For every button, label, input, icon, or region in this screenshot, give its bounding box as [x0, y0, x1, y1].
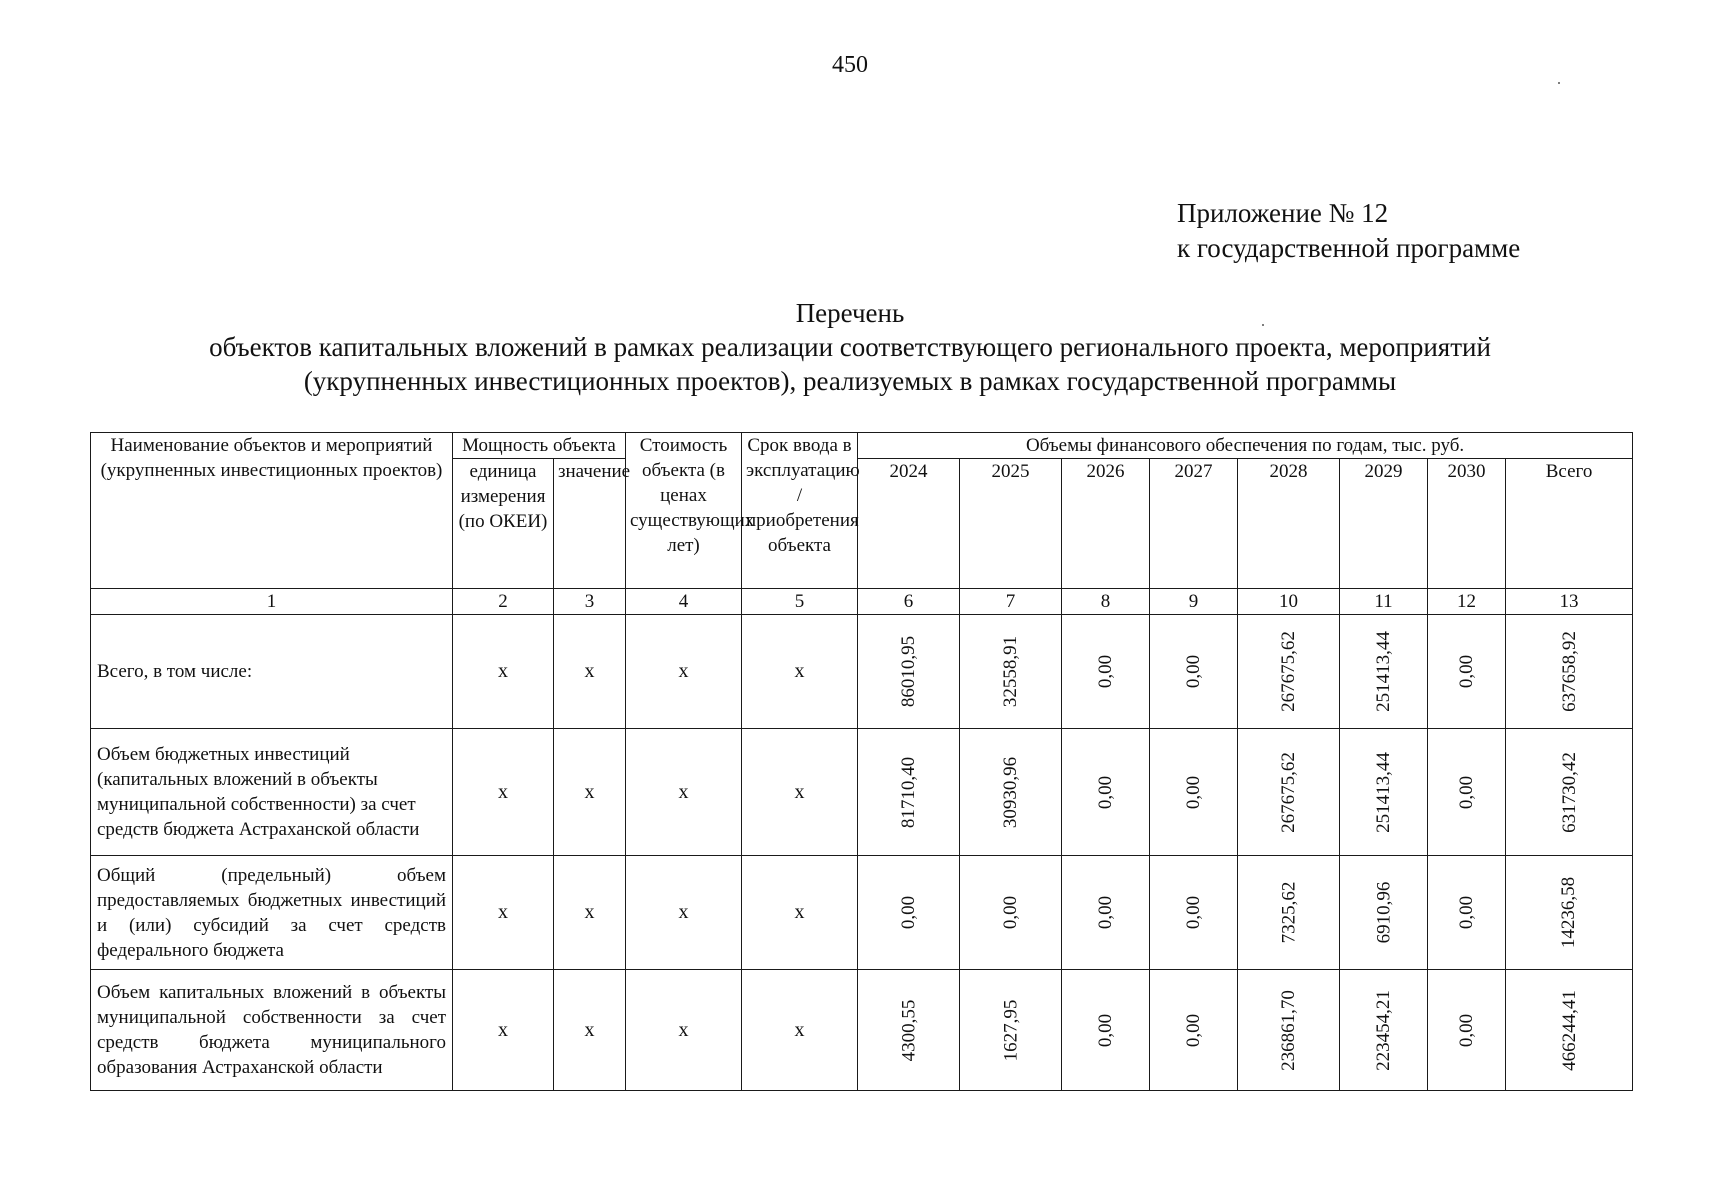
- amount-cell: [960, 615, 1062, 729]
- header-name: Наименование объектов и мероприятий (укрупненных инвестиционных проектов): [91, 433, 453, 589]
- amount-cell: [1238, 856, 1340, 970]
- amount-cell: [1340, 729, 1428, 856]
- row-term: х: [742, 856, 858, 970]
- amount-cell: [1062, 970, 1150, 1091]
- row-unit: х: [453, 856, 554, 970]
- row-name: Объем капитальных вложений в объекты муниципальной собственности за счет средств бюджета муниципального образования Астраханской области: [91, 970, 453, 1091]
- table-row: [91, 970, 1633, 1091]
- amount-2028: 267675,62: [1278, 631, 1299, 712]
- amount-2027: 0,00: [1183, 1013, 1204, 1047]
- table-row: [91, 615, 1633, 729]
- amount-2026: 0,00: [1095, 895, 1116, 930]
- row-name: Общий (предельный) объем предоставляемых бюджетных инвестиций и (или) субсидий за счет средств федерального бюджета: [91, 856, 453, 970]
- header-year-2030: 2030: [1428, 459, 1506, 589]
- amount-cell: [1506, 856, 1633, 970]
- amount-cell: [1506, 729, 1633, 856]
- amount-2024: 4300,55: [898, 999, 919, 1061]
- header-year-2026: 2026: [1062, 459, 1150, 589]
- amount-total: 637658,92: [1558, 631, 1580, 712]
- title-line-3: (укрупненных инвестиционных проектов), реализуемых в рамках государственной программы: [303, 366, 1397, 396]
- row-unit: х: [453, 970, 554, 1091]
- row-value: х: [554, 970, 626, 1091]
- column-number: 5: [742, 589, 858, 615]
- amount-cell: [1506, 970, 1633, 1091]
- amount-cell: [1340, 856, 1428, 970]
- amount-cell: [1340, 615, 1428, 729]
- column-number: 1: [91, 589, 453, 615]
- amount-2026: 0,00: [1095, 1013, 1116, 1047]
- capital-investment-table: [90, 432, 1633, 1091]
- amount-cell: [960, 729, 1062, 856]
- row-cost: х: [626, 729, 742, 856]
- amount-total: 466244,41: [1558, 989, 1580, 1071]
- scan-speck: [1262, 324, 1264, 326]
- amount-2027: 0,00: [1183, 895, 1204, 930]
- amount-2028: 7325,62: [1278, 881, 1299, 944]
- column-number: 12: [1428, 589, 1506, 615]
- amount-2025: 30930,96: [1000, 756, 1021, 828]
- amount-2027: 0,00: [1183, 654, 1204, 689]
- title-line-2: объектов капитальных вложений в рамках реализации соответствующего регионального проекта, мероприятий: [209, 332, 1491, 362]
- row-term: х: [742, 970, 858, 1091]
- row-unit: х: [453, 729, 554, 856]
- amount-2030: 0,00: [1456, 775, 1477, 809]
- amount-2030: 0,00: [1456, 1013, 1477, 1047]
- page-number: 450: [832, 52, 868, 78]
- amount-cell: [858, 970, 960, 1091]
- amount-cell: [1238, 729, 1340, 856]
- column-number: 8: [1062, 589, 1150, 615]
- amount-2026: 0,00: [1095, 775, 1116, 809]
- header-financing: Объемы финансового обеспечения по годам, тыс. руб.: [858, 433, 1633, 459]
- title-line-1: Перечень: [795, 298, 905, 328]
- amount-cell: [858, 729, 960, 856]
- column-number: 9: [1150, 589, 1238, 615]
- amount-2028: 267675,62: [1278, 751, 1299, 833]
- header-total: Всего: [1506, 459, 1633, 589]
- amount-cell: [1062, 856, 1150, 970]
- row-value: х: [554, 615, 626, 729]
- header-term: Срок ввода в эксплуатацию / приобретения объекта: [742, 433, 858, 589]
- column-number-row: [91, 589, 1633, 615]
- header-year-2029: 2029: [1340, 459, 1428, 589]
- row-term: х: [742, 729, 858, 856]
- column-number: 7: [960, 589, 1062, 615]
- row-value: х: [554, 729, 626, 856]
- amount-cell: [1062, 729, 1150, 856]
- row-cost: х: [626, 970, 742, 1091]
- table-row: [91, 729, 1633, 856]
- amount-cell: [858, 615, 960, 729]
- amount-2024: 0,00: [898, 895, 919, 930]
- header-year-2027: 2027: [1150, 459, 1238, 589]
- header-row-1: [91, 433, 1633, 459]
- column-number: 2: [453, 589, 554, 615]
- appendix-line-2: к государственной программе: [1177, 233, 1521, 263]
- table-row: [91, 856, 1633, 970]
- amount-2027: 0,00: [1183, 775, 1204, 809]
- header-year-2028: 2028: [1238, 459, 1340, 589]
- header-year-2024: 2024: [858, 459, 960, 589]
- document-title: [120, 296, 1580, 398]
- amount-2029: 251413,44: [1373, 631, 1394, 712]
- header-unit: единица измерения (по ОКЕИ): [453, 459, 554, 589]
- amount-2030: 0,00: [1456, 895, 1477, 930]
- header-value: значение: [554, 459, 626, 589]
- column-number: 4: [626, 589, 742, 615]
- column-number: 3: [554, 589, 626, 615]
- amount-2026: 0,00: [1095, 654, 1116, 689]
- row-name: Всего, в том числе:: [91, 615, 453, 729]
- column-number: 10: [1238, 589, 1340, 615]
- column-number: 13: [1506, 589, 1633, 615]
- appendix-line-1: Приложение № 12: [1177, 198, 1389, 228]
- row-cost: х: [626, 615, 742, 729]
- amount-2025: 1627,95: [1000, 999, 1021, 1061]
- scan-speck: [1558, 82, 1560, 84]
- amount-cell: [1428, 856, 1506, 970]
- column-number: 6: [858, 589, 960, 615]
- amount-2025: 0,00: [1000, 895, 1021, 930]
- amount-total: 631730,42: [1558, 751, 1580, 833]
- amount-cell: [1062, 615, 1150, 729]
- amount-2024: 81710,40: [898, 756, 919, 828]
- amount-cell: [1340, 970, 1428, 1091]
- amount-2029: 6910,96: [1373, 881, 1394, 944]
- amount-2029: 251413,44: [1373, 751, 1394, 833]
- amount-cell: [1428, 970, 1506, 1091]
- row-unit: х: [453, 615, 554, 729]
- amount-cell: [1238, 970, 1340, 1091]
- amount-cell: [1150, 615, 1238, 729]
- amount-2024: 86010,95: [898, 635, 919, 708]
- column-number: 11: [1340, 589, 1428, 615]
- row-value: х: [554, 856, 626, 970]
- amount-cell: [1238, 615, 1340, 729]
- header-year-2025: 2025: [960, 459, 1062, 589]
- amount-cell: [1150, 729, 1238, 856]
- row-name: Объем бюджетных инвестиций (капитальных вложений в объекты муниципальной собственности) за счет средств бюджета Астраханской области: [91, 729, 453, 856]
- amount-cell: [960, 970, 1062, 1091]
- amount-2028: 236861,70: [1278, 989, 1299, 1071]
- amount-2029: 223454,21: [1373, 989, 1394, 1071]
- amount-cell: [1150, 970, 1238, 1091]
- header-capacity: Мощность объекта: [453, 433, 626, 459]
- amount-cell: [1428, 615, 1506, 729]
- amount-2030: 0,00: [1456, 654, 1477, 689]
- amount-2025: 32558,91: [1000, 635, 1021, 708]
- amount-cell: [1506, 615, 1633, 729]
- amount-total: 14236,58: [1558, 876, 1580, 949]
- amount-cell: [858, 856, 960, 970]
- amount-cell: [1150, 856, 1238, 970]
- header-cost: Стоимость объекта (в ценах существующих лет): [626, 433, 742, 589]
- amount-cell: [1428, 729, 1506, 856]
- row-term: х: [742, 615, 858, 729]
- row-cost: х: [626, 856, 742, 970]
- amount-cell: [960, 856, 1062, 970]
- appendix-block: [1177, 196, 1520, 266]
